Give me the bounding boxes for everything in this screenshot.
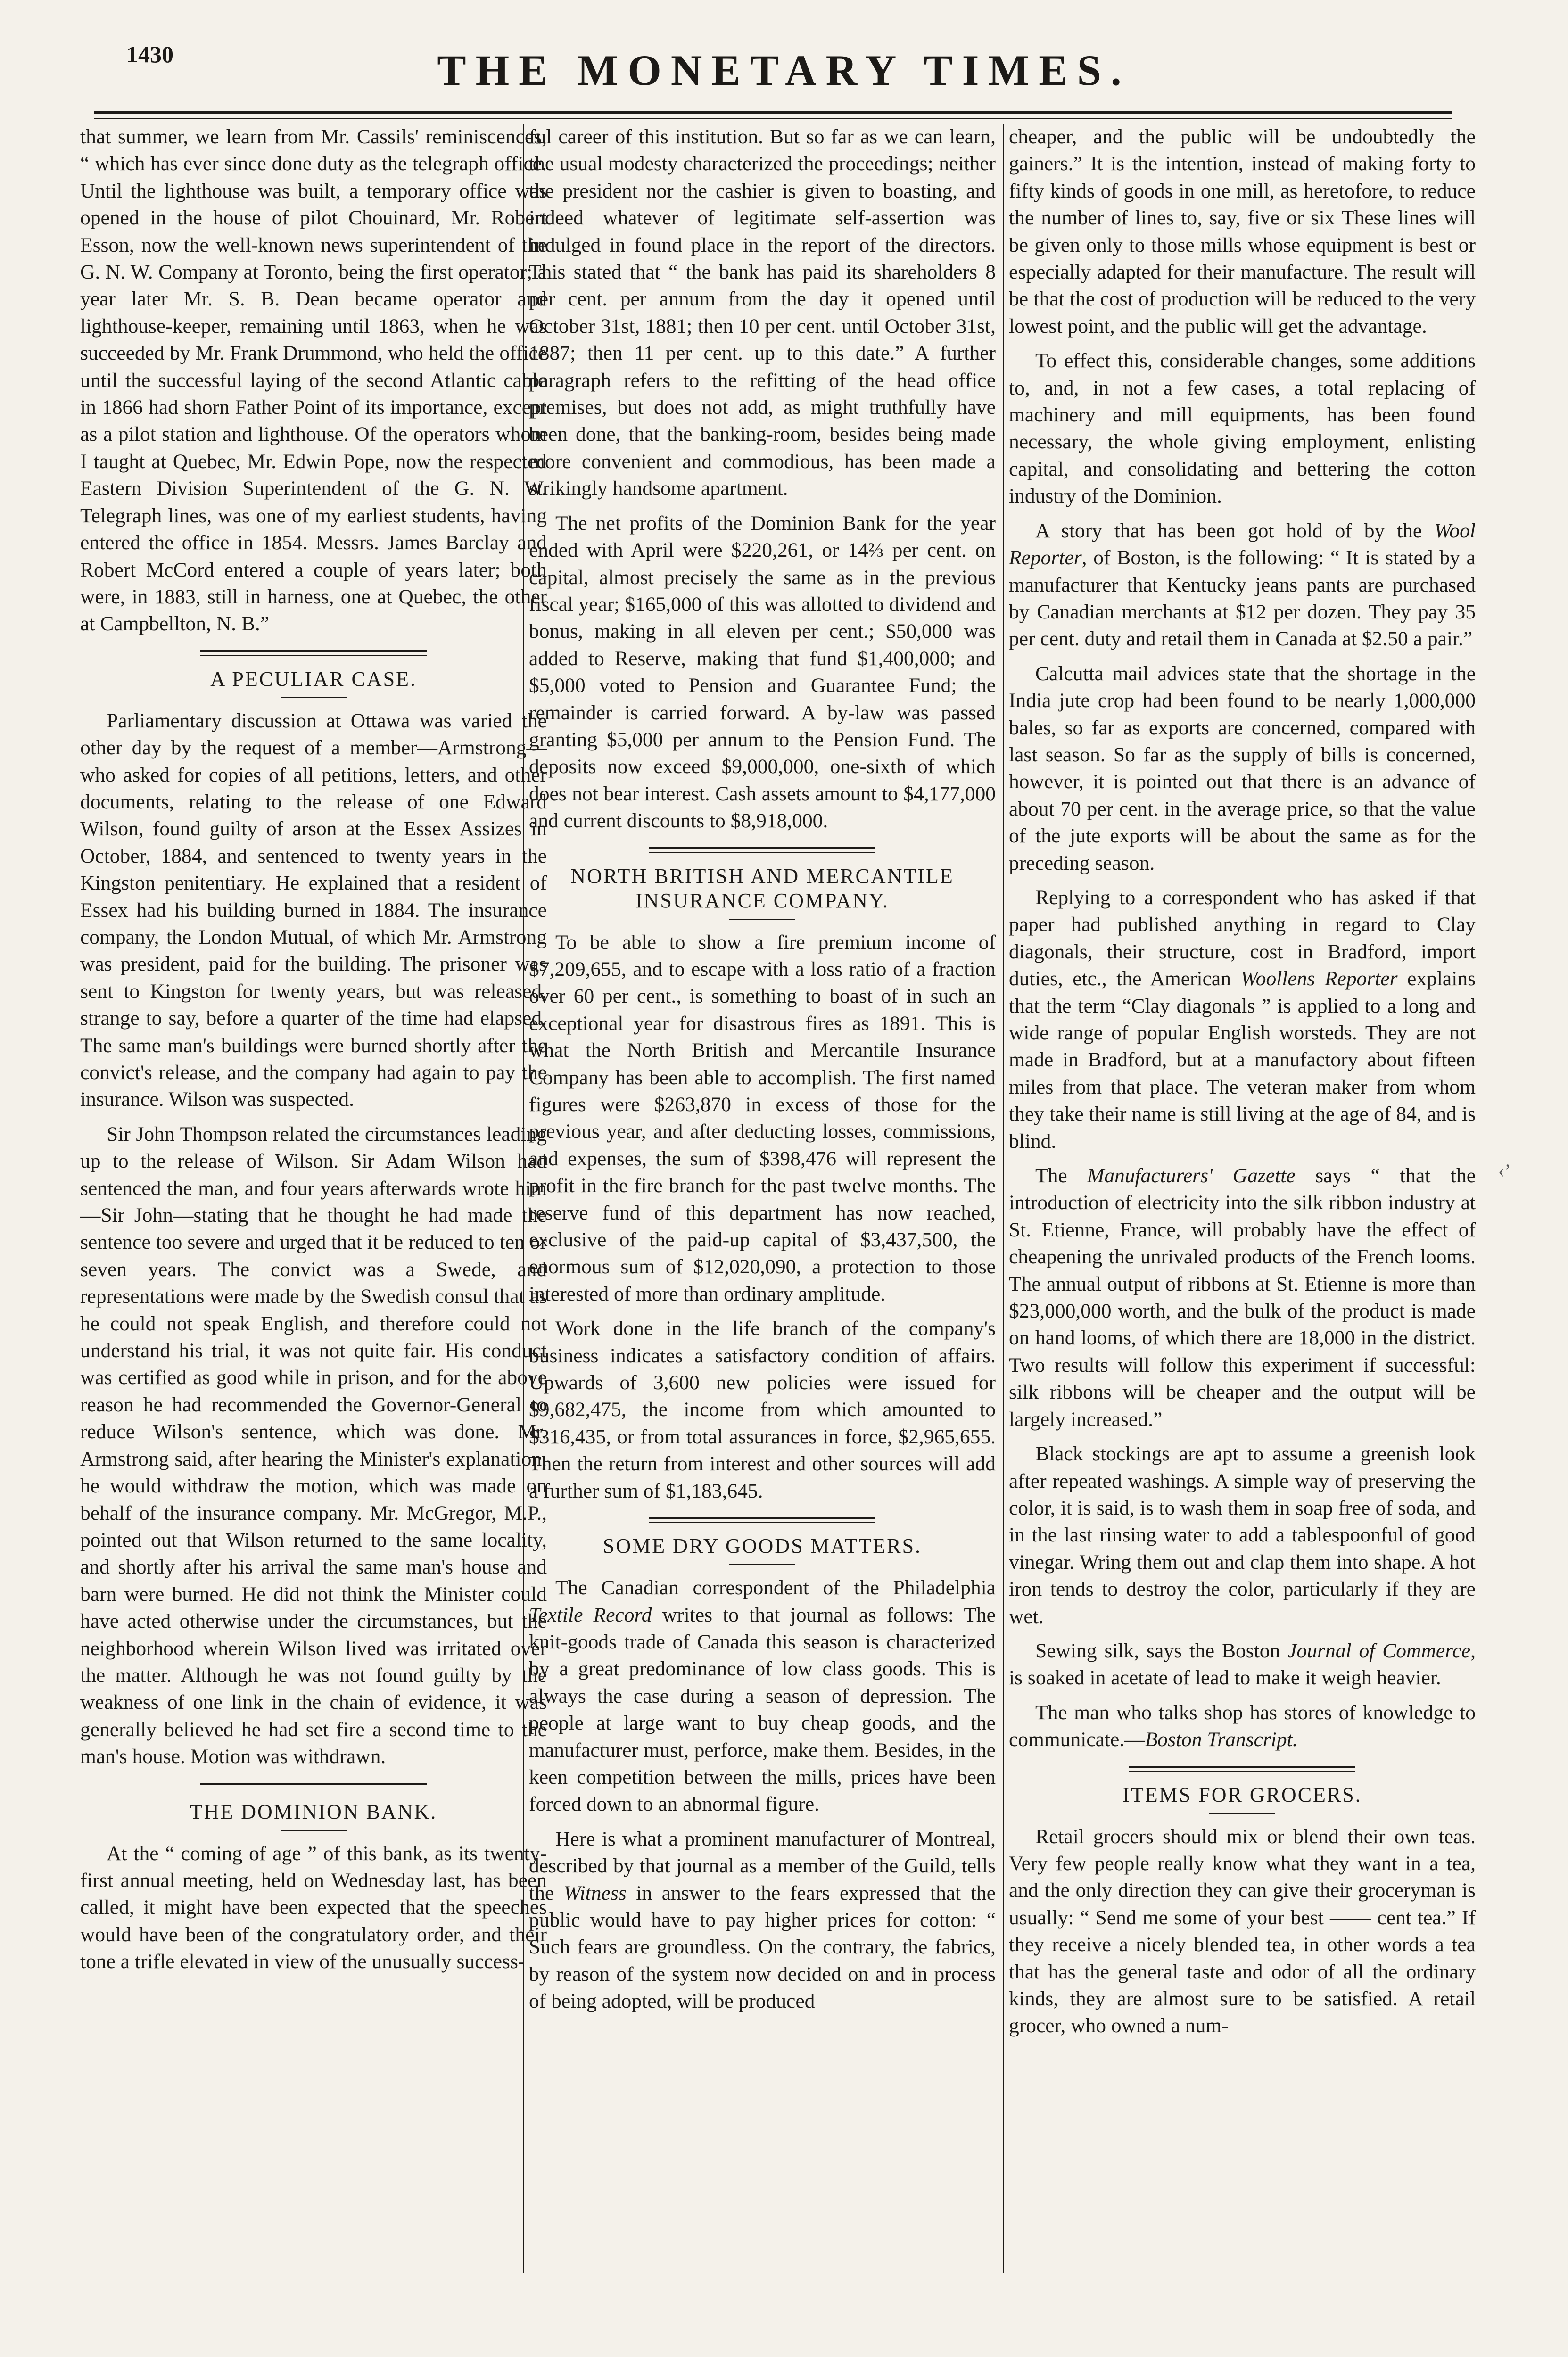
dry-goods-para-3: cheaper, and the public will be undoubtedly the gainers.” It is the intention, instead of making forty to fifty kinds of goods in one mill, as heretofore, to reduce the number of lines to, say, five or six These lines will be given only to those mills whose equipment is best or especially adapted for their manufacture. The result will be that the cost of production will be reduced to the very lowest point, and the public will get the advantage. — [1009, 125, 1476, 338]
journal-name: Woollens Reporter — [1240, 967, 1398, 990]
section-divider — [200, 1783, 427, 1788]
telegraph-continuation: that summer, we learn from Mr. Cassils' reminiscences, “ which has ever since done duty as the telegraph office. Until the lighthouse was built, a temporary office was opened in the house of pilot Chouinard, Mr. Robert Esson, now the well-known news superintendent of the G. N. W. Company at Toronto, being the first operator; a year later Mr. S. B. Dean became operator and lighthouse-keeper, remaining until 1863, when he was succeeded by Mr. Frank Drummond, who held the office until the successful laying of the second Atlantic cable in 1866 had shorn Father Point of its importance, except as a pilot station and lighthouse. Of the operators whom I taught at Quebec, Mr. Edwin Pope, now the respected Eastern Division Superintendent of the G. N. W. Telegraph lines, was one of my earliest students, having entered the office in 1854. Messrs. James Barclay and Robert McCord entered a couple of years later; both were, in 1883, still in harness, one at Quebec, the other at Campbellton, N. B.” — [80, 125, 547, 635]
journal-name: Wool Reporter — [1009, 519, 1476, 569]
heading-underline — [729, 919, 795, 920]
column-rule-2 — [1003, 124, 1004, 2273]
grocers-para-1: Retail grocers should mix or blend their own teas. Very few people really know what they want in a tea, and the only direction they can give their groceryman is usually: “ Send me some of your best —— cent tea.” If they receive a nicely blended tea, in other words a tea that has the general taste and odor of all the ordinary kinds, they are almost sure to be satisfied. A retail grocer, who owned a num- — [1009, 1825, 1476, 2037]
peculiar-case-para-2: Sir John Thompson related the circumstances leading up to the release of Wilson. Sir Adam Wilson had sentenced the man, and four years afterwards wrote him—Sir John—stating that he thought he had made the sentence too severe and urged that it be reduced to ten or seven years. The convict was a Swede, and representations were made by the Swedish consul that as he could not speak English, and therefore could not understand his trial, it was not quite fair. His conduct was certified as good while in prison, and for the above reason he had recommended the Governor-General to reduce Wilson's sentence, which was done. Mr. Armstrong said, after hearing the Minister's explanation, he would withdraw the motion, which was made on behalf of the insurance company. Mr. McGregor, M.P., pointed out that Wilson returned to the same locality, and shortly after his arrival the same man's house and barn were burned. He did not think the Minister could have acted otherwise under the circumstances, but the neighborhood wherein Wilson lived was irritated over the matter. Although he was not found guilty by the weakness of one link in the chain of evidence, it was generally believed he had set fire a second time to the man's house. Motion was withdrawn. — [80, 1122, 547, 1768]
page-number: 1430 — [126, 41, 173, 67]
north-british-para-1: To be able to show a fire premium income of $7,209,655, and to escape with a loss ratio of a fraction over 60 per cent., is something to boast of in such an exceptional year for disastrous fires as 1891. This is what the North British and Mercantile Insurance Company has been able to accomplish. The first named figures were $263,870 in excess of those for the previous year, and after deducting losses, commissions, and expenses, the sum of $398,476 will represent the profit in the fire branch for the past twelve months. The reserve fund of this department has now reached, exclusive of the paid-up capital of $3,437,500, the enormous sum of $12,020,090, a protection to those interested of more than ordinary amplitude. — [529, 931, 996, 1305]
peculiar-case-para-1: Parliamentary discussion at Ottawa was varied the other day by the request of a member—Armstrong—who asked for copies of all petitions, letters, and other documents, relating to the release of one Edward Wilson, found guilty of arson at the Essex Assizes in October, 1884, and sentenced to twenty years in the Kingston penitentiary. He explained that a resident of Essex had his building burned in 1884. The insurance company, the London Mutual, of which Mr. Armstrong was president, paid for the building. The prisoner was sent to Kingston for twenty years, but was released, strange to say, before a quarter of the time had elapsed. The same man's buildings were burned shortly after the convict's release, and the company had again to pay the insurance. Wilson was suspected. — [80, 709, 547, 1111]
heading-underline — [1209, 1813, 1275, 1814]
dominion-bank-profits: The net profits of the Dominion Bank for the year ended with April were $220,261, or 14⅔ per cent. on capital, almost precisely the same as in the previous fiscal year; $165,000 of this was allotted to dividend and bonus, making in all eleven per cent.; $50,000 was added to Reserve, making that fund $1,400,000; and $5,000 voted to Pension and Guarantee Fund; the remainder is carried forward. A by-law was passed granting $5,000 per annum to the Pension Fund. The deposits now exceed $9,000,000, one-sixth of which does not bear interest. Cash assets amount to $4,177,000 and current discounts to $8,918,000. — [529, 511, 996, 832]
section-divider — [649, 847, 875, 853]
source-credit: Boston Transcript. — [1145, 1728, 1298, 1751]
silk-ribbon-para: The Manufacturers' Gazette says “ that the introduction of electricity into the silk ribbon industry at St. Etienne, France, will probably have the effect of cheapening the unrivaled products of the French looms. The annual output of ribbons at St. Etienne is more than $23,000,000 worth, and the bulk of the product is made on hand looms, of which there are 18,000 in the district. Two results will follow this experiment if successful: silk ribbons will be cheaper and the output will be largely increased.” — [1009, 1164, 1476, 1431]
north-british-para-2: Work done in the life branch of the company's business indicates a satisfactory condition of affairs. Upwards of 3,600 new policies were issued for $9,682,475, the income from which amounted to $316,435, or from total assurances in force, $2,965,655. Then the return from interest and other sources will add a further sum of $1,183,645. — [529, 1317, 996, 1502]
heading-dry-goods: SOME DRY GOODS MATTERS. — [602, 1534, 922, 1558]
column-2 — [529, 124, 996, 2023]
column-1 — [80, 124, 547, 1983]
dry-goods-para-1: The Canadian correspondent of the Philadelphia Textile Record writes to that journal as follows: The knit-goods trade of Canada this season is characterized by a great predominance of low class goods. This is always the case during a season of depression. The people at large want to buy cheap goods, and the manufacturer must, perforce, make them. Besides, in the keen competition between the mills, prices have been forced down to an abnormal figure. — [529, 1576, 996, 1816]
heading-underline — [281, 697, 347, 698]
heading-north-british: NORTH BRITISH AND MERCANTILE INSURANCE COMPANY. — [570, 864, 954, 912]
dry-goods-para-2: Here is what a prominent manufacturer of Montreal, described by that journal as a member of the Guild, tells the Witness in answer to the fears expressed that the public would have to pay higher prices for cotton: “ Such fears are groundless. On the contrary, the fabrics, by reason of the system now decided on and in process of being adopted, will be produced — [529, 1827, 996, 2013]
journal-name: Textile Record — [529, 1603, 652, 1626]
black-stockings-para: Black stockings are apt to assume a greenish look after repeated washings. A simple way of preserving the color, it is said, is to wash them in soap free of soda, and in the last rinsing water to add a tablespoonful of good vinegar. Wring them out and clap them into shape. A hot iron tends to destroy the color, particularly if they are wet. — [1009, 1442, 1476, 1628]
section-divider — [1129, 1766, 1355, 1772]
header-rule-thin — [94, 118, 1452, 119]
heading-underline — [729, 1564, 795, 1565]
heading-underline — [281, 1830, 347, 1831]
dry-goods-para-4: To effect this, considerable changes, some additions to, and, in not a few cases, a total replacing of machinery and mill equipments, has been found necessary, the whole giving employment, enlisting capital, and consolidating and bettering the cotton industry of the Dominion. — [1009, 349, 1476, 508]
clay-diagonals-para: Replying to a correspondent who has asked if that paper had published anything in regard to Clay diagonals, their structure, cost in Bradford, import duties, etc., the American Woollens Reporter explains that the term “Clay diagonals ” is applied to a long and wide range of popular English worsteds. They are not made in Bradford, but at a manufactory about fifteen miles from that place. The veteran maker from whom they take their name is still living at the age of 84, and is blind. — [1009, 886, 1476, 1153]
dominion-bank-para-1: At the “ coming of age ” of this bank, as its twenty-first annual meeting, held on Wednesday last, has been called, it might have been expected that the speeches would have been of the congratulatory order, and their tone a trifle elevated in view of the unusually success- — [80, 1842, 547, 1973]
jute-para: Calcutta mail advices state that the shortage in the India jute crop had been found to be nearly 1,000,000 bales, so far as exports are concerned, compared with last season. So far as the supply of bills is concerned, however, it is pointed out that there is an advance of about 70 per cent. in the average price, so that the value of the jute exports will be about the same as for the preceding season. — [1009, 662, 1476, 874]
margin-mark: ‹’ — [1498, 1160, 1511, 1181]
section-divider — [649, 1517, 875, 1523]
header-rule-thick — [94, 111, 1452, 114]
heading-dominion-bank: THE DOMINION BANK. — [190, 1800, 437, 1823]
section-divider — [200, 650, 427, 656]
masthead-title: THE MONETARY TIMES. — [437, 46, 1131, 94]
dominion-bank-para-2: ful career of this institution. But so far as we can learn, the usual modesty characterized the proceedings; neither the president nor the cashier is given to boasting, and indeed whatever of legitimate self-assertion was indulged in found place in the report of the directors. This stated that “ the bank has paid its shareholders 8 per cent. per annum from the day it opened until October 31st, 1881; then 10 per cent. until October 31st, 1887; then 11 per cent. up to this date.” A further paragraph refers to the refitting of the head office premises, but does not add, as might truthfully have been done, that the banking-room, besides being made more convenient and commodious, has been made a strikingly handsome apartment. — [529, 125, 996, 500]
wool-reporter-para: A story that has been got hold of by the Wool Reporter, of Boston, is the following: “ It is stated by a manufacturer that Kentucky jeans pants are purchased by Canadian merchants at $12 per dozen. They pay 35 per cent. duty and retail them in Canada at $2.50 a pair.” — [1009, 519, 1476, 651]
heading-peculiar-case: A PECULIAR CASE. — [210, 667, 417, 691]
journal-name: Witness — [563, 1881, 627, 1904]
sewing-silk-para: Sewing silk, says the Boston Journal of Commerce, is soaked in acetate of lead to make it weigh heavier. — [1009, 1639, 1476, 1689]
shop-talk-para: The man who talks shop has stores of knowledge to communicate.—Boston Transcript. — [1009, 1701, 1476, 1751]
heading-items-for-grocers: ITEMS FOR GROCERS. — [1122, 1783, 1362, 1806]
journal-name: Manufacturers' Gazette — [1087, 1164, 1296, 1187]
journal-name: Journal of Commerce — [1287, 1639, 1471, 1662]
column-3 — [1009, 124, 1476, 2047]
